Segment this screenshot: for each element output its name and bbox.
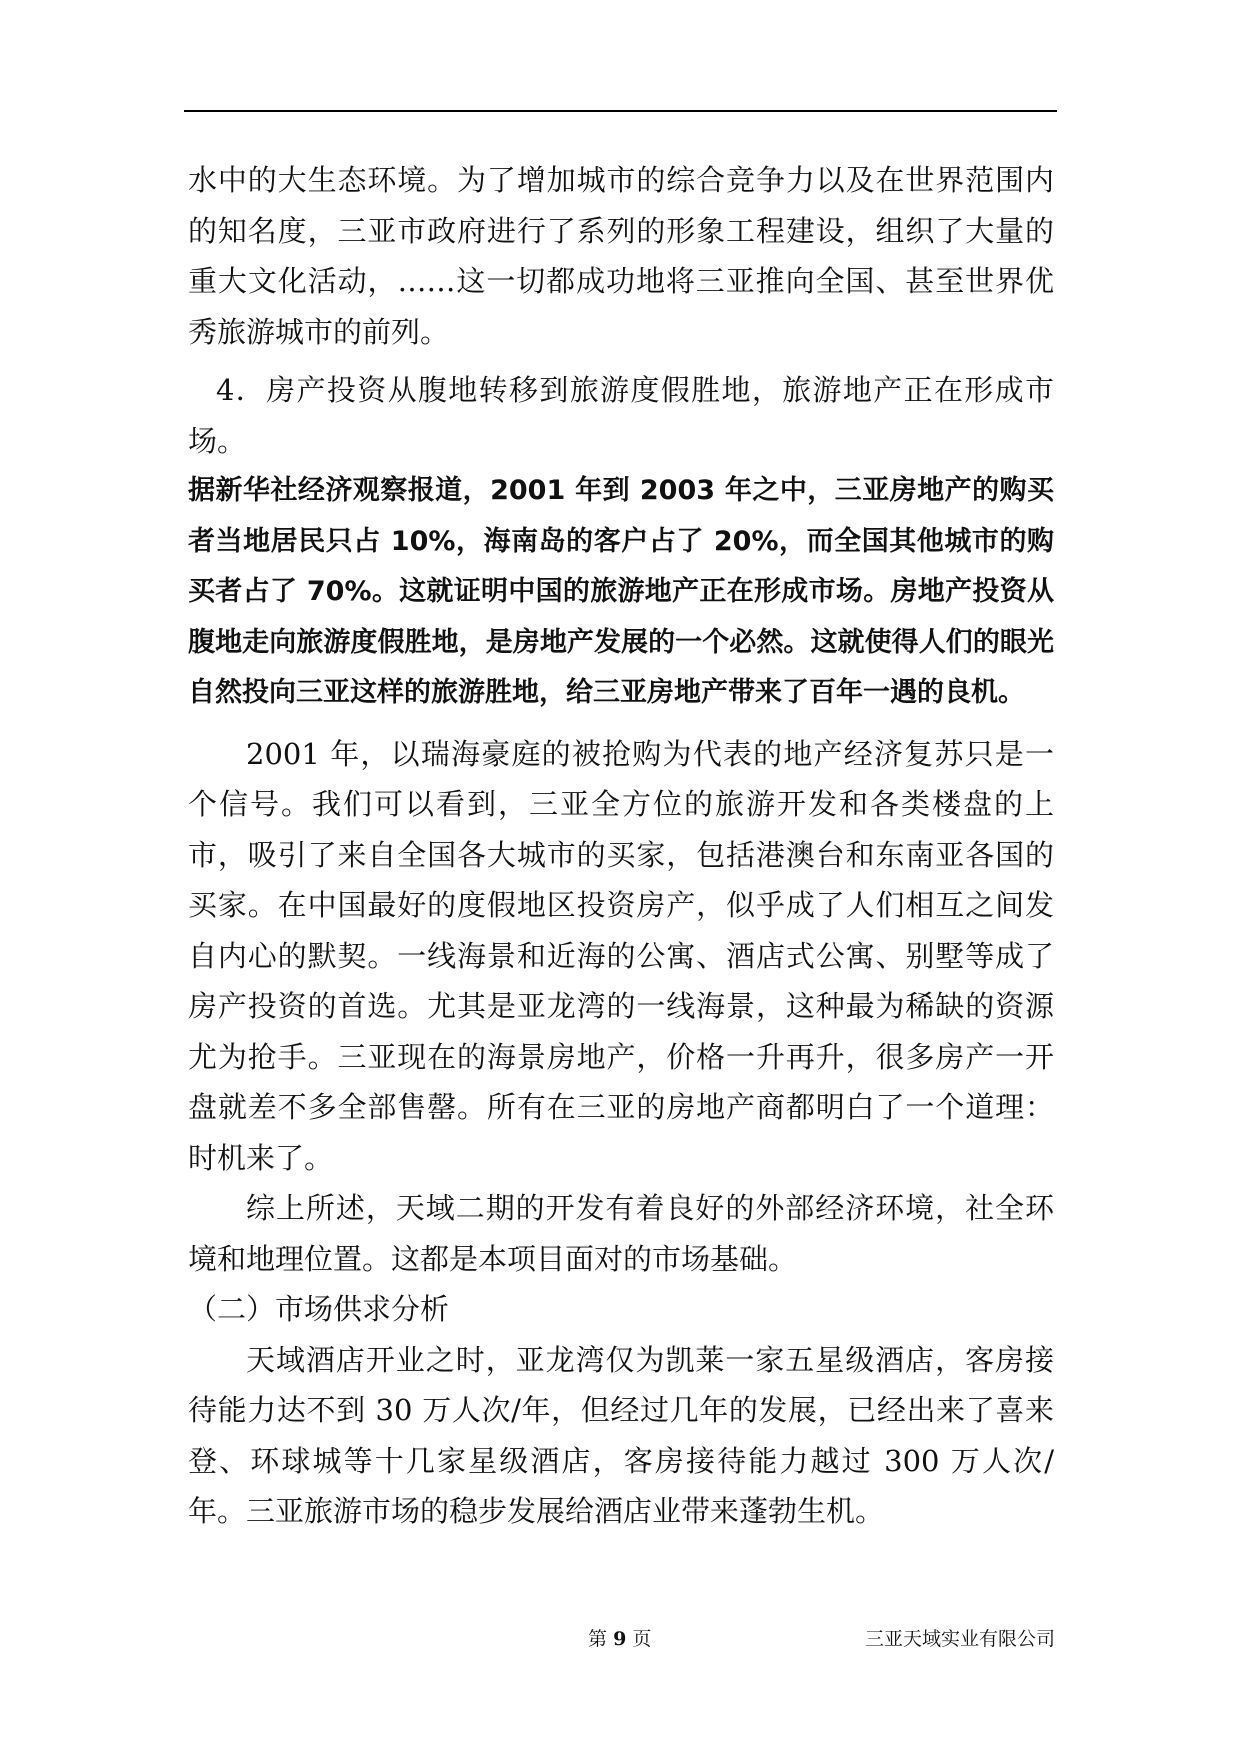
paragraph-environment: 水中的大生态环境。为了增加城市的综合竞争力以及在世界范围内的知名度，三亚市政府进行了系列的形象工程建设，组织了大量的重大文化活动，……这一切都成功地将三亚推向全国、甚至世界优秀旅游城市的前列。 — [188, 163, 1054, 349]
page-suffix: 页 — [632, 1628, 652, 1650]
body-text — [188, 155, 1054, 1537]
page-number-value: 9 — [613, 1628, 627, 1650]
paragraph-hotel-capacity: 天域酒店开业之时，亚龙湾仅为凯莱一家五星级酒店，客房接待能力达不到 30 万人次/年，但经过几年的发展，已经出来了喜来登、环球城等十几家星级酒店，客房接待能力越过 300 万人次/年。三亚旅游市场的稳步发展给酒店业带来蓬勃生机。 — [188, 1342, 1054, 1528]
section-heading-supply-demand: （二）市场供求分析 — [188, 1292, 450, 1326]
page-prefix: 第 — [588, 1628, 608, 1650]
company-name: 三亚天域实业有限公司 — [864, 1628, 1055, 1650]
paragraph-2001-recovery: 2001 年，以瑞海豪庭的被抢购为代表的地产经济复苏只是一个信号。我们可以看到，三亚全方位的旅游开发和各类楼盘的上市，吸引了来自全国各大城市的买家，包括港澳台和东南亚各国的买家。在中国最好的度假地区投资房产，似乎成了人们相互之间发自内心的默契。一线海景和近海的公寓、酒店式公寓、别墅等成了房产投资的首选。尤其是亚龙湾的一线海景，这种最为稀缺的资源尤为抢手。三亚现在的海景房地产，价格一升再升，很多房产一开盘就差不多全部售罄。所有在三亚的房地产商都明白了一个道理：时机来了。 — [188, 736, 1054, 1175]
page-number — [588, 1624, 651, 1651]
paragraph-xinhua-report: 据新华社经济观察报道，2001 年到 2003 年之中，三亚房地产的购买者当地居民只占 10%，海南岛的客户占了 20%，而全国其他城市的购买者占了 70%。这就证明中国的旅游地产正在形成市场。房地产投资从腹地走向旅游度假胜地，是房地产发展的一个必然。这就使得人们的眼光自然投向三亚这样的旅游胜地，给三亚房地产带来了百年一遇的良机。 — [188, 475, 1054, 708]
paragraph-item-4: 4．房产投资从腹地转移到旅游度假胜地，旅游地产正在形成市场。 — [188, 373, 1054, 458]
paragraph-summary: 综上所述，天域二期的开发有着良好的外部经济环境，社全环境和地理位置。这都是本项目面对的市场基础。 — [188, 1191, 1054, 1276]
header-rule — [184, 110, 1057, 112]
